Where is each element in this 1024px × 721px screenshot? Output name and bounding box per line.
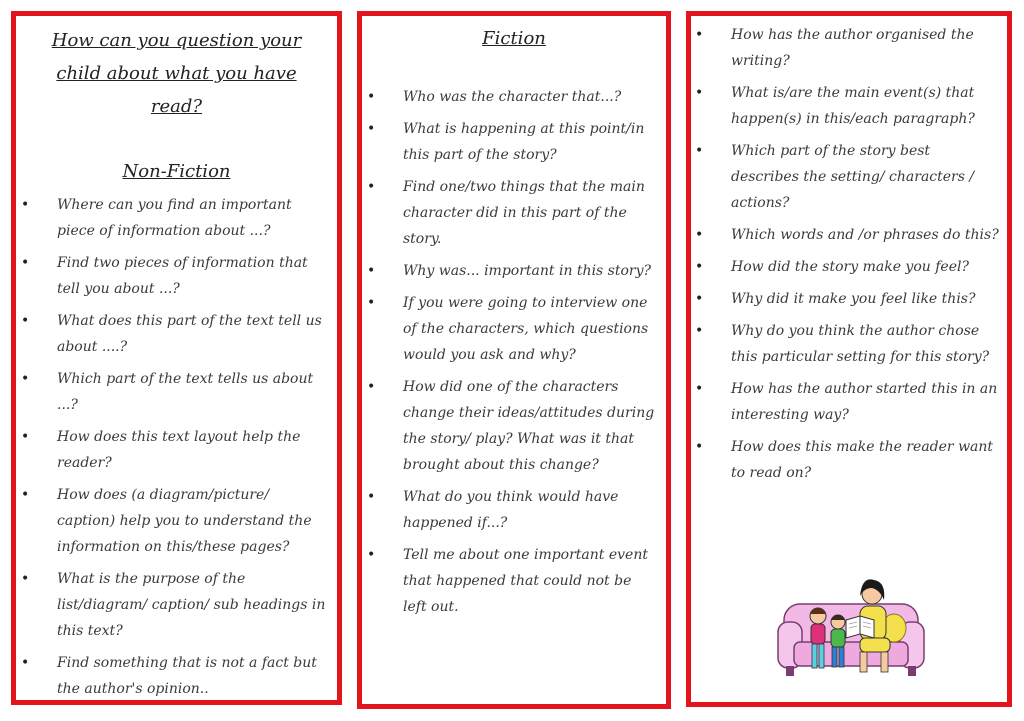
- fiction-question-list-continued: [731, 22, 999, 486]
- list-item: • Find two pieces of information that tell you about ...?: [57, 250, 329, 302]
- list-item: • What does this part of the text tell us about ....?: [57, 308, 329, 360]
- list-item: • Who was the character that...?: [403, 84, 658, 110]
- non-fiction-heading: Non-Fiction: [122, 161, 231, 182]
- list-item: • Where can you find an important piece of information about ...?: [57, 192, 329, 244]
- list-item: • Tell me about one important event that happened that could not be left out.: [403, 542, 658, 620]
- leaflet-title: How can you question your child about what you have read?: [51, 30, 302, 117]
- list-item: • If you were going to interview one of the characters, which questions would you ask and why?: [403, 290, 658, 368]
- fiction-heading: Fiction: [482, 28, 546, 49]
- fiction-question-list: [403, 84, 658, 620]
- list-item: • What is the purpose of the list/diagram/ caption/ sub headings in this text?: [57, 566, 329, 644]
- list-item: • Which part of the text tells us about ...?: [57, 366, 329, 418]
- list-item: • Which part of the story best describes the setting/ characters / actions?: [731, 138, 999, 216]
- list-item: • Which words and /or phrases do this?: [731, 222, 999, 248]
- list-item: • Why was... important in this story?: [403, 258, 658, 284]
- list-item: • What is/are the main event(s) that happen(s) in this/each paragraph?: [731, 80, 999, 132]
- list-item: • How does (a diagram/picture/ caption) help you to understand the information on this/these pages?: [57, 482, 329, 560]
- list-item: • Find one/two things that the main character did in this part of the story.: [403, 174, 658, 252]
- non-fiction-question-list: [57, 192, 329, 702]
- list-item: • What do you think would have happened if...?: [403, 484, 658, 536]
- parent-reading-to-children-on-sofa-icon: [776, 564, 926, 684]
- list-item: • How does this make the reader want to read on?: [731, 434, 999, 486]
- list-item: • How has the author organised the writing?: [731, 22, 999, 74]
- panel-fiction: [357, 11, 671, 709]
- panel-non-fiction: [11, 11, 342, 705]
- panel-fiction-continued: [686, 11, 1012, 707]
- list-item: • Why do you think the author chose this particular setting for this story?: [731, 318, 999, 370]
- list-item: • How did the story make you feel?: [731, 254, 999, 280]
- list-item: • Why did it make you feel like this?: [731, 286, 999, 312]
- list-item: • How does this text layout help the reader?: [57, 424, 329, 476]
- list-item: • What is happening at this point/in this part of the story?: [403, 116, 658, 168]
- list-item: • Find something that is not a fact but the author's opinion..: [57, 650, 329, 702]
- list-item: • How has the author started this in an interesting way?: [731, 376, 999, 428]
- list-item: • How did one of the characters change their ideas/attitudes during the story/ play? What was it that brought about this change?: [403, 374, 658, 478]
